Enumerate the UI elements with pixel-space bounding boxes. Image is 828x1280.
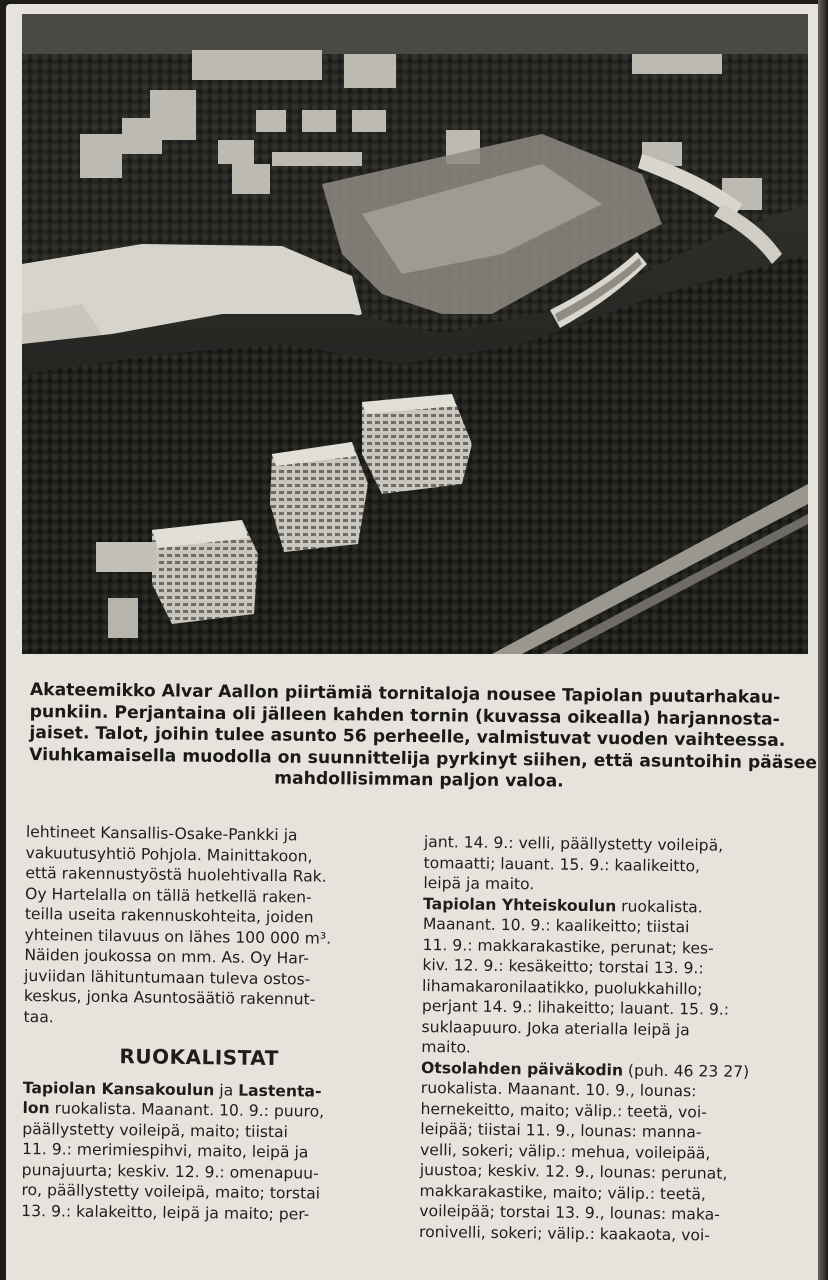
menu-text: ruokalista. (616, 896, 703, 916)
caption-line: mahdollisimman paljon valoa. (274, 768, 564, 792)
photo-caption (29, 680, 818, 796)
caption-line: Viuhkamaisella muodolla on suunnittelija pyrkinyt siihen, että asuntoihin pääsee (29, 744, 818, 773)
body-line: että rakennustyöstä huolehtivalla Rak. (25, 863, 327, 886)
menu-line: juustoa; keskiv. 12. 9., lounas: perunat, (419, 1160, 728, 1183)
menu-line: suklaapuuro. Joka aterialla leipä ja (421, 1017, 690, 1039)
body-line: taa. (23, 1007, 54, 1026)
page-edge-shadow (818, 0, 828, 1280)
body-line: tomaatti; lauant. 15. 9.: kaalikeitto, (423, 853, 701, 875)
menu-text: ruokalista. Maanant. 10. 9.: puuro, (54, 1099, 325, 1121)
aerial-photo (22, 14, 808, 654)
body-line: yhteinen tilavuus on lähes 100 000 m³. (24, 925, 332, 948)
menu-line: perjant 14. 9.: lihakeitto; lauant. 15. 9.: (421, 996, 730, 1019)
menu-title: Lastenta- (238, 1081, 322, 1101)
menu-title: Tapiolan Yhteiskoulun (423, 894, 617, 915)
menu-line: päällystetty voileipä, maito; tiistai (22, 1119, 289, 1141)
menu-line: 13. 9.: kalakeitto, leipä ja maito; per- (21, 1201, 310, 1223)
menu-line: punajuurta; keskiv. 12. 9.: omenapuu- (21, 1160, 319, 1183)
section-heading: RUOKALISTAT (119, 1044, 279, 1071)
menu-line: voileipää; torstai 13. 9., lounas: maka- (419, 1201, 720, 1224)
caption-line: punkiin. Perjantaina oli jälleen kahden tornin (kuvassa oikealla) harjannosta- (29, 701, 780, 730)
menu-line: ruokalista. Maanant. 10. 9., lounas: (420, 1078, 697, 1101)
menu-line: ronivelli, sokeri; välip.: kaakaota, voi- (419, 1222, 711, 1245)
body-line: keskus, jonka Asuntosäätiö rakennut- (23, 986, 316, 1009)
body-line: juviidan lähituntumaan tuleva ostos- (24, 966, 311, 988)
aerial-photo-illustration (22, 14, 808, 654)
menu-title: Otsolahden päiväkodin (421, 1058, 624, 1079)
menu-line: leipää; tiistai 11. 9., lounas: manna- (420, 1119, 702, 1142)
menu-line: maito. (421, 1037, 471, 1057)
body-line: Näiden joukossa on mm. As. Oy Har- (24, 945, 310, 968)
menu-title-connector: ja (219, 1080, 234, 1100)
menu-title: lon (22, 1098, 50, 1118)
menu-text: (puh. 46 23 27) (622, 1060, 750, 1081)
menu-line: lihamakaronilaatikko, puolukkahillo; (422, 976, 703, 998)
menu-line: 11. 9.: merimiespihvi, maito, leipä ja (21, 1139, 309, 1162)
body-line: Oy Hartelalla on tällä hetkellä raken- (25, 884, 312, 906)
menu-title: Tapiolan Kansakoulun (22, 1078, 215, 1099)
menu-line: Maanant. 10. 9.: kaalikeitto; tiistai (422, 914, 690, 937)
caption-line: jaiset. Talot, joihin tulee asunto 56 perheelle, valmistuvat vuoden vaihteessa. (29, 722, 786, 751)
menu-line: makkarakastike, maito; välip.: teetä, (419, 1181, 707, 1203)
menu-line: 11. 9.: makkarakastike, perunat; kes- (422, 935, 714, 958)
menu-line: hernekeitto, maito; välip.: teetä, voi- (420, 1099, 707, 1121)
body-line: jant. 14. 9.: velli, päällystetty voileipä, (423, 832, 724, 855)
right-column (419, 832, 816, 1247)
menu-line: velli, sokeri; välip.: mehua, voileipää, (420, 1140, 711, 1163)
body-line: vakuutusyhtiö Pohjola. Mainittakoon, (25, 843, 313, 866)
body-line: leipä ja maito. (423, 873, 535, 894)
caption-line: Akateemikko Alvar Aallon piirtämiä tornitaloja nousee Tapiolan puutarhakau- (29, 680, 781, 708)
body-line: lehtineet Kansallis-Osake-Pankki ja (25, 822, 298, 845)
left-column (21, 822, 398, 1226)
body-line: teilla useita rakennuskohteita, joiden (24, 904, 314, 927)
menu-line: ro, päällystetty voileipä, maito; torstai (21, 1180, 321, 1203)
menu-line: kiv. 12. 9.: kesäkeitto; torstai 13. 9.: (422, 955, 704, 978)
